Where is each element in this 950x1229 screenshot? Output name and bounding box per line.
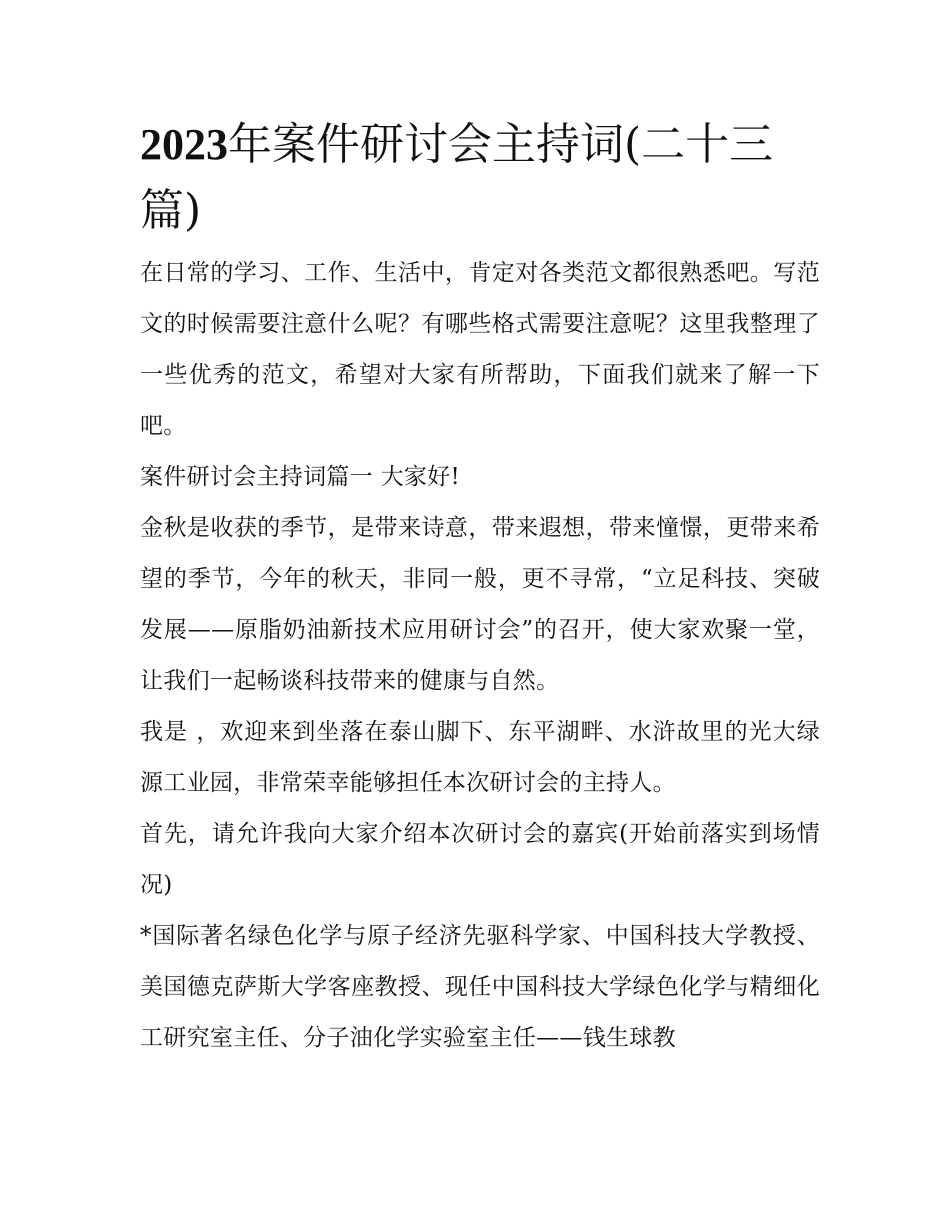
guest-intro-paragraph: 首先，请允许我向大家介绍本次研讨会的嘉宾(开始前落实到场情况): [140, 821, 820, 898]
guest-list-paragraph: *国际著名绿色化学与原子经济先驱科学家、中国科技大学教授、美国德克萨斯大学客座教授、现任中国科技大学绿色化学与精细化工研究室主任、分子油化学实验室主任——钱生球教: [140, 923, 820, 1051]
title-year: 2023: [140, 120, 228, 169]
document-title: [140, 112, 820, 244]
intro-paragraph: 在日常的学习、工作、生活中，肯定对各类范文都很熟悉吧。写范文的时候需要注意什么呢？有哪些格式需要注意呢？这里我整理了一些优秀的范文，希望对大家有所帮助，下面我们就来了解一下吧。: [140, 260, 820, 439]
title-text: 年案件研讨会主持词(二十三篇): [140, 119, 774, 236]
host-welcome-paragraph: 我是 ，欢迎来到坐落在泰山脚下、东平湖畔、水浒故里的光大绿源工业园，非常荣幸能够担任本次研讨会的主持人。: [140, 719, 820, 796]
document-body: [140, 112, 820, 1064]
autumn-paragraph: 金秋是收获的季节，是带来诗意，带来遐想，带来憧憬，更带来希望的季节，今年的秋天，非同一般，更不寻常，“立足科技、突破发展——原脂奶油新技术应用研讨会”的召开，使大家欢聚一堂，让我们一起畅谈科技带来的健康与自然。: [140, 515, 820, 694]
section-heading-paragraph: 案件研讨会主持词篇一 大家好!: [140, 464, 461, 490]
